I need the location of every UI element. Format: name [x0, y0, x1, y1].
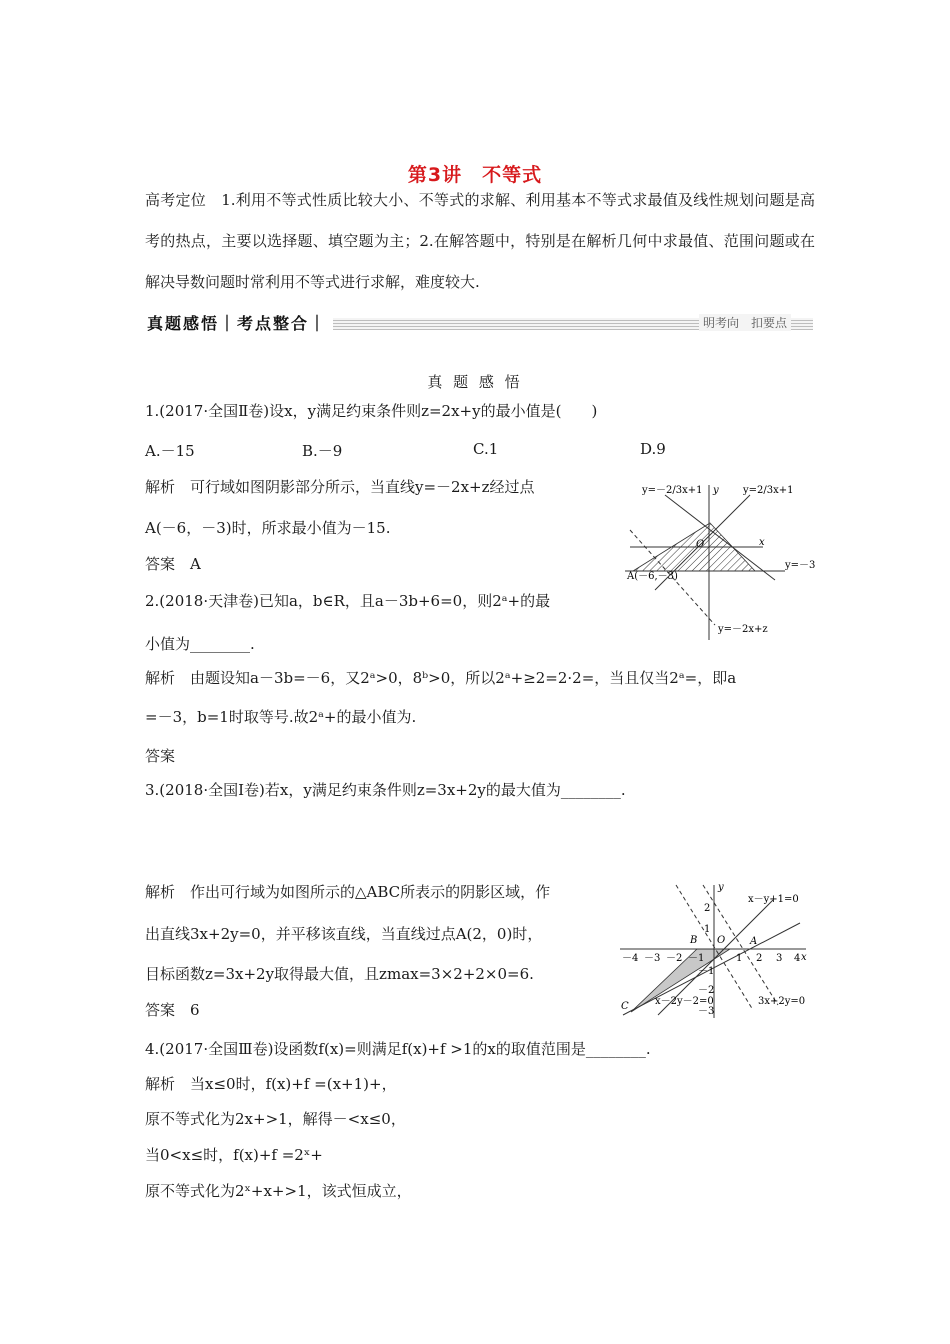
section-title: 真 题 感 悟 — [427, 373, 523, 391]
q4-analysis-line3: 当0<x≤时，f(x)+f =2ˣ+ — [145, 1146, 323, 1164]
fig2-x-tick: －4 — [622, 953, 639, 964]
section-banner — [145, 312, 813, 336]
banner-title: 真题感悟｜考点整合｜ — [147, 314, 328, 333]
fig1-hline-label: y=－3 — [785, 560, 815, 571]
fig2-x-axis-label: x — [801, 952, 807, 963]
fig2-point-a: A — [750, 936, 758, 947]
q4-analysis-line2: 原不等式化为2x+>1，解得－<x≤0， — [145, 1110, 406, 1128]
fig2-x-tick: 2 — [756, 953, 763, 964]
fig2-point-c: C — [621, 1001, 629, 1012]
fig2-y-tick: －3 — [698, 1006, 715, 1017]
q2-analysis-line2: =－3，b=1时取等号.故2ᵃ+的最小值为. — [145, 708, 417, 726]
q1-option-b: B.－9 — [302, 442, 343, 460]
fig2-origin: O — [717, 935, 726, 946]
q2-stem-line2: 小值为________. — [145, 635, 255, 653]
fig1-point-label: A(－6,－3) — [627, 571, 678, 582]
page-title: 第3讲 不等式 — [407, 164, 543, 186]
fig1-x-axis-label: x — [759, 537, 765, 548]
fig2-y-tick: －1 — [698, 966, 715, 977]
fig1-label-left: y=－2/3x+1 — [642, 485, 703, 496]
figure-1 — [625, 475, 815, 645]
q1-analysis-line2: A(－6，－3)时，所求最小值为－15. — [145, 519, 391, 537]
fig2-line3-label: 3x+2y=0 — [758, 996, 806, 1007]
banner-tag: 明考向 扣要点 — [699, 314, 791, 331]
q3-stem: 3.(2018·全国Ⅰ卷)若x，y满足约束条件则z=3x+2y的最大值为________. — [145, 781, 626, 799]
q1-stem: 1.(2017·全国Ⅱ卷)设x，y满足约束条件则z=2x+y的最小值是( ) — [145, 402, 598, 420]
intro-paragraph: 高考定位 1.利用不等式性质比较大小、不等式的求解、利用基本不等式求最值及线性规划问题是高考的热点，主要以选择题、填空题为主；2.在解答题中，特别是在解析几何中求最值、范围问题或在解决导数问题时常利用不等式进行求解，难度较大. — [145, 191, 815, 291]
q1-option-a: A.－15 — [145, 442, 195, 460]
fig2-x-tick: 4 — [794, 953, 801, 964]
fig2-line1-label: x－y+1=0 — [748, 894, 799, 905]
fig2-y-axis-label: y — [718, 882, 724, 893]
q1-analysis-line1: 解析 可行域如图阴影部分所示，当直线y=－2x+z经过点 — [145, 478, 535, 496]
q4-stem: 4.(2017·全国Ⅲ卷)设函数f(x)=则满足f(x)+f >1的x的取值范围是________. — [145, 1040, 651, 1058]
q2-stem-line1: 2.(2018·天津卷)已知a，b∈R，且a－3b+6=0，则2ᵃ+的最 — [145, 592, 551, 610]
fig1-origin: O — [696, 539, 705, 550]
fig1-zline-label: y=－2x+z — [718, 624, 768, 635]
fig2-x-tick: 1 — [736, 953, 743, 964]
fig2-y-tick: 1 — [704, 924, 711, 935]
q1-answer: 答案 A — [145, 555, 201, 573]
q2-analysis-line1: 解析 由题设知a－3b=－6，又2ᵃ>0，8ᵇ>0，所以2ᵃ+≥2=2·2=，当且仅当2ᵃ=，即a — [145, 669, 737, 687]
fig2-x-tick: －2 — [666, 953, 683, 964]
fig2-x-tick: 3 — [776, 953, 783, 964]
q1-option-c: C.1 — [473, 440, 499, 458]
q1-option-d: D.9 — [640, 440, 666, 458]
q2-answer: 答案 — [145, 747, 176, 765]
q3-analysis-line1: 解析 作出可行域为如图所示的△ABC所表示的阴影区域，作 — [145, 883, 551, 901]
figure-2 — [618, 880, 813, 1020]
fig1-y-axis-label: y — [713, 485, 719, 496]
fig2-x-tick: －3 — [644, 953, 661, 964]
fig1-label-right: y=2/3x+1 — [743, 485, 794, 496]
q4-analysis-line1: 解析 当x≤0时，f(x)+f =(x+1)+， — [145, 1075, 397, 1093]
fig2-point-b: B — [690, 935, 698, 946]
q3-analysis-line3: 目标函数z=3x+2y取得最大值，且zmax=3×2+2×0=6. — [145, 965, 534, 983]
fig2-line2-label: x－2y－2=0 — [655, 996, 714, 1007]
fig2-y-tick: 2 — [704, 903, 711, 914]
q4-analysis-line4: 原不等式化为2ˣ+x+>1，该式恒成立， — [145, 1182, 412, 1200]
q3-analysis-line2: 出直线3x+2y=0，并平移该直线，当直线过点A(2，0)时， — [145, 925, 543, 943]
fig2-y-tick: －2 — [698, 985, 715, 996]
fig2-x-tick: －1 — [688, 953, 705, 964]
q3-answer: 答案 6 — [145, 1001, 200, 1019]
